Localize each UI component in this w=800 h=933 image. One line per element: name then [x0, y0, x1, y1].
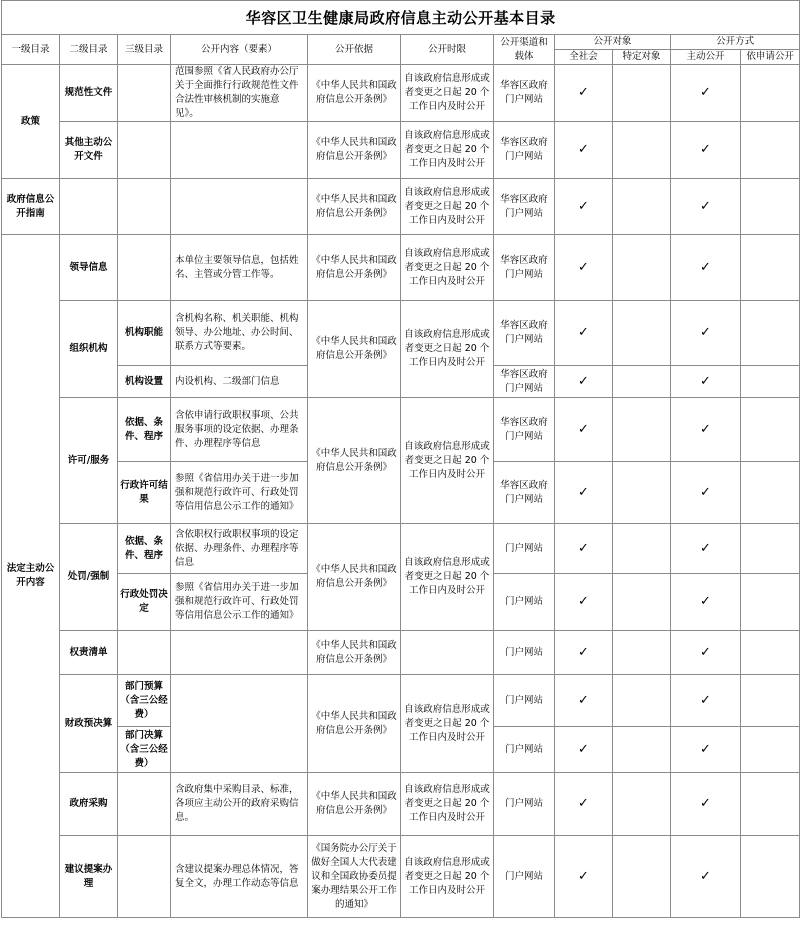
timeframe-cell: 自该政府信息形成或者变更之日起 20 个工作日内及时公开: [401, 122, 494, 179]
level2-cell: 领导信息: [60, 235, 118, 301]
header-level2: 二级目录: [60, 35, 118, 65]
timeframe-cell: [401, 631, 494, 675]
level3-cell: 机构设置: [118, 366, 171, 398]
level2-cell: [60, 179, 118, 235]
level3-cell: 依据、条件、程序: [118, 524, 171, 574]
level3-cell: [118, 65, 171, 122]
empty-cell: [741, 235, 800, 301]
empty-cell: [613, 301, 671, 366]
timeframe-cell: 自该政府信息形成或者变更之日起 20 个工作日内及时公开: [401, 179, 494, 235]
level2-cell: 政府采购: [60, 773, 118, 836]
timeframe-cell: 自该政府信息形成或者变更之日起 20 个工作日内及时公开: [401, 65, 494, 122]
empty-cell: [741, 574, 800, 631]
channel-cell: 华容区政府门户网站: [494, 65, 555, 122]
basis-cell: 《中华人民共和国政府信息公开条例》: [308, 301, 401, 398]
check-mark-icon: ✓: [671, 631, 741, 675]
channel-cell: 华容区政府门户网站: [494, 366, 555, 398]
check-mark-icon: ✓: [671, 836, 741, 918]
level1-cell: 政府信息公开指南: [2, 179, 60, 235]
timeframe-cell: 自该政府信息形成或者变更之日起 20 个工作日内及时公开: [401, 524, 494, 631]
empty-cell: [613, 398, 671, 462]
check-mark-icon: ✓: [555, 65, 613, 122]
header-audience: 公开对象: [555, 35, 671, 50]
timeframe-cell: 自该政府信息形成或者变更之日起 20 个工作日内及时公开: [401, 836, 494, 918]
empty-cell: [741, 524, 800, 574]
level3-cell: 部门预算（含三公经费）: [118, 675, 171, 727]
empty-cell: [613, 65, 671, 122]
check-mark-icon: ✓: [555, 366, 613, 398]
content-cell: 含依申请行政职权事项、公共服务事项的设定依据、办理条件、办理程序等信息: [171, 398, 308, 462]
empty-cell: [613, 122, 671, 179]
check-mark-icon: ✓: [555, 574, 613, 631]
empty-cell: [613, 179, 671, 235]
level1-cell: 政策: [2, 65, 60, 179]
content-cell: 含依职权行政职权事项的设定依据、办理条件、办理程序等信息: [171, 524, 308, 574]
level3-cell: [118, 179, 171, 235]
timeframe-cell: 自该政府信息形成或者变更之日起 20 个工作日内及时公开: [401, 301, 494, 398]
table-row: [2, 65, 800, 122]
empty-cell: [613, 631, 671, 675]
basis-cell: 《中华人民共和国政府信息公开条例》: [308, 235, 401, 301]
basis-cell: 《中华人民共和国政府信息公开条例》: [308, 524, 401, 631]
check-mark-icon: ✓: [671, 65, 741, 122]
header-method: 公开方式: [671, 35, 800, 50]
empty-cell: [741, 366, 800, 398]
content-cell: 范围参照《省人民政府办公厅关于全面推行行政规范性文件合法性审核机制的实施意见》。: [171, 65, 308, 122]
basis-cell: 《中华人民共和国政府信息公开条例》: [308, 675, 401, 773]
check-mark-icon: ✓: [555, 727, 613, 773]
empty-cell: [741, 631, 800, 675]
table-row: [2, 235, 800, 301]
table-row: [2, 836, 800, 918]
channel-cell: 门户网站: [494, 631, 555, 675]
content-cell: 参照《省信用办关于进一步加强和规范行政许可、行政处罚等信用信息公示工作的通知》: [171, 574, 308, 631]
check-mark-icon: ✓: [671, 524, 741, 574]
level2-cell: 财政预决算: [60, 675, 118, 773]
empty-cell: [613, 773, 671, 836]
channel-cell: 华容区政府门户网站: [494, 122, 555, 179]
header-channel: 公开渠道和载体: [494, 35, 555, 65]
content-cell: 内设机构、二级部门信息: [171, 366, 308, 398]
table-row: [2, 301, 800, 366]
level2-cell: 权责清单: [60, 631, 118, 675]
header-level1: 一级目录: [2, 35, 60, 65]
level2-cell: 组织机构: [60, 301, 118, 398]
content-cell: [171, 179, 308, 235]
level3-cell: [118, 122, 171, 179]
channel-cell: 华容区政府门户网站: [494, 398, 555, 462]
content-cell: 含建议提案办理总体情况，答复全文，办理工作动态等信息: [171, 836, 308, 918]
level3-cell: 机构职能: [118, 301, 171, 366]
empty-cell: [613, 524, 671, 574]
check-mark-icon: ✓: [555, 122, 613, 179]
basis-cell: 《中华人民共和国政府信息公开条例》: [308, 398, 401, 524]
channel-cell: 门户网站: [494, 773, 555, 836]
header-audience-all: 全社会: [555, 50, 613, 65]
empty-cell: [613, 462, 671, 524]
empty-cell: [613, 235, 671, 301]
basis-cell: 《中华人民共和国政府信息公开条例》: [308, 65, 401, 122]
check-mark-icon: ✓: [671, 773, 741, 836]
empty-cell: [613, 675, 671, 727]
empty-cell: [613, 366, 671, 398]
table-row: [2, 122, 800, 179]
level3-cell: 部门决算（含三公经费）: [118, 727, 171, 773]
check-mark-icon: ✓: [555, 675, 613, 727]
empty-cell: [741, 462, 800, 524]
empty-cell: [613, 727, 671, 773]
header-method-active: 主动公开: [671, 50, 741, 65]
level3-cell: [118, 773, 171, 836]
timeframe-cell: 自该政府信息形成或者变更之日起 20 个工作日内及时公开: [401, 398, 494, 524]
level2-cell: 建议提案办理: [60, 836, 118, 918]
empty-cell: [741, 122, 800, 179]
channel-cell: 门户网站: [494, 836, 555, 918]
check-mark-icon: ✓: [555, 301, 613, 366]
empty-cell: [741, 675, 800, 727]
header-content: 公开内容（要素）: [171, 35, 308, 65]
disclosure-catalog-table: [1, 0, 800, 918]
check-mark-icon: ✓: [555, 631, 613, 675]
empty-cell: [741, 301, 800, 366]
empty-cell: [741, 836, 800, 918]
table-row: [2, 773, 800, 836]
check-mark-icon: ✓: [555, 235, 613, 301]
header-level3: 三级目录: [118, 35, 171, 65]
check-mark-icon: ✓: [671, 398, 741, 462]
table-row: [2, 675, 800, 727]
timeframe-cell: 自该政府信息形成或者变更之日起 20 个工作日内及时公开: [401, 773, 494, 836]
basis-cell: 《中华人民共和国政府信息公开条例》: [308, 773, 401, 836]
content-cell: 本单位主要领导信息，包括姓名、主管或分管工作等。: [171, 235, 308, 301]
check-mark-icon: ✓: [671, 727, 741, 773]
basis-cell: 《中华人民共和国政府信息公开条例》: [308, 631, 401, 675]
basis-cell: 《中华人民共和国政府信息公开条例》: [308, 122, 401, 179]
header-basis: 公开依据: [308, 35, 401, 65]
channel-cell: 门户网站: [494, 524, 555, 574]
empty-cell: [741, 65, 800, 122]
empty-cell: [741, 398, 800, 462]
table-row: [2, 524, 800, 574]
check-mark-icon: ✓: [555, 773, 613, 836]
level1-cell: 法定主动公开内容: [2, 235, 60, 918]
timeframe-cell: 自该政府信息形成或者变更之日起 20 个工作日内及时公开: [401, 675, 494, 773]
table-row: [2, 179, 800, 235]
level3-cell: 依据、条件、程序: [118, 398, 171, 462]
content-cell: [171, 631, 308, 675]
level2-cell: 许可/服务: [60, 398, 118, 524]
channel-cell: 门户网站: [494, 574, 555, 631]
level3-cell: [118, 836, 171, 918]
check-mark-icon: ✓: [671, 462, 741, 524]
header-audience-specific: 特定对象: [613, 50, 671, 65]
check-mark-icon: ✓: [671, 301, 741, 366]
level2-cell: 处罚/强制: [60, 524, 118, 631]
channel-cell: 华容区政府门户网站: [494, 179, 555, 235]
header-method-request: 依申请公开: [741, 50, 800, 65]
header-timeframe: 公开时限: [401, 35, 494, 65]
empty-cell: [741, 773, 800, 836]
check-mark-icon: ✓: [555, 524, 613, 574]
channel-cell: 门户网站: [494, 675, 555, 727]
level2-cell: 其他主动公开文件: [60, 122, 118, 179]
empty-cell: [741, 727, 800, 773]
channel-cell: 华容区政府门户网站: [494, 235, 555, 301]
level3-cell: 行政许可结果: [118, 462, 171, 524]
basis-cell: 《中华人民共和国政府信息公开条例》: [308, 179, 401, 235]
page-title: 华容区卫生健康局政府信息主动公开基本目录: [2, 1, 800, 35]
level2-cell: 规范性文件: [60, 65, 118, 122]
level3-cell: [118, 235, 171, 301]
content-cell: 含机构名称、机关职能、机构领导、办公地址、办公时间、联系方式等要素。: [171, 301, 308, 366]
level3-cell: 行政处罚决定: [118, 574, 171, 631]
channel-cell: 华容区政府门户网站: [494, 301, 555, 366]
check-mark-icon: ✓: [671, 179, 741, 235]
table-row: [2, 631, 800, 675]
channel-cell: 华容区政府门户网站: [494, 462, 555, 524]
check-mark-icon: ✓: [555, 398, 613, 462]
content-cell: [171, 122, 308, 179]
empty-cell: [741, 179, 800, 235]
check-mark-icon: ✓: [671, 235, 741, 301]
content-cell: 参照《省信用办关于进一步加强和规范行政许可、行政处罚等信用信息公示工作的通知》: [171, 462, 308, 524]
content-cell: 含政府集中采购目录、标准，各项应主动公开的政府采购信息。: [171, 773, 308, 836]
check-mark-icon: ✓: [671, 366, 741, 398]
empty-cell: [613, 574, 671, 631]
check-mark-icon: ✓: [671, 574, 741, 631]
timeframe-cell: 自该政府信息形成或者变更之日起 20 个工作日内及时公开: [401, 235, 494, 301]
level3-cell: [118, 631, 171, 675]
table-row: [2, 398, 800, 462]
channel-cell: 门户网站: [494, 727, 555, 773]
check-mark-icon: ✓: [671, 675, 741, 727]
content-cell: [171, 675, 308, 773]
check-mark-icon: ✓: [671, 122, 741, 179]
empty-cell: [613, 836, 671, 918]
basis-cell: 《国务院办公厅关于做好全国人大代表建议和全国政协委员提案办理结果公开工作的通知》: [308, 836, 401, 918]
check-mark-icon: ✓: [555, 179, 613, 235]
check-mark-icon: ✓: [555, 462, 613, 524]
check-mark-icon: ✓: [555, 836, 613, 918]
